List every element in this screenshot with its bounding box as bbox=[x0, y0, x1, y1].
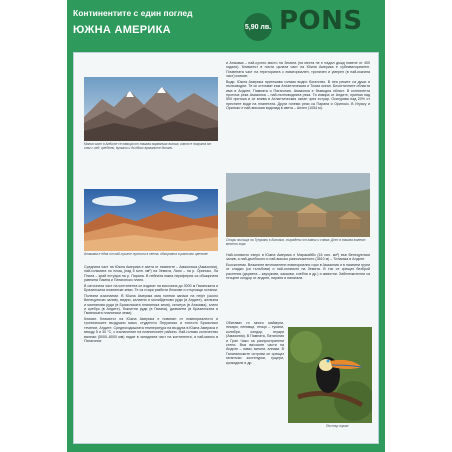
right-column-middle bbox=[226, 253, 370, 282]
issue-title: ЮЖНА АМЕРИКА bbox=[73, 24, 171, 36]
water-paragraph: Води. Южна Америка притежава голямо водно богатство. В нея реките са души и пълноводни. Те се оттичват към Атлантическия и Тихия океан. Безоттичните области има в Андите, Пампата и Патагония. Амазонка е безводна област. В континента протича река Амазонка – най-пълноводната река. Тя извира от Андите, приема над 500 притока и се влива в Атлантическия океан чрез естуар. Осигурява над 20% от пресните води на планетата. Други големи реки са Парана и Ориноко. В Игуасу и Ориноко е най-високия водопад в света – Анхел (1054 м). bbox=[226, 79, 370, 111]
pons-logo: PONS bbox=[279, 6, 363, 36]
climate-paragraph: Климат. Климатът на Южна Америка е повлиян от екваториалното и тропическите въздушни маси, студеното Перуанско и топлото Бразилско течение, Андите. Средногодишната температура на въздуха в Южна Америка е между 5 и 30 °С, с изключение на планинските райони. Най-голямо количество валежи (5000–8000 мм) падат в западната част на континента, а най-малко в Патагония bbox=[84, 317, 218, 344]
minerals-paragraph: Полезни изкопаеми. В Южна Америка има големи запаси на нефт (около Венецуелски залив), медни, калаени и молибденови руди (в Андите), желязна и манганова руда (в Бразилската планинска земя), селитра (в Атакама), злато и сребро (в Андите), бокситни руди (в Гвиана), диаманти (в Бразилската и Гвианската планински земи). bbox=[84, 293, 218, 316]
andes-photo bbox=[84, 77, 218, 141]
right-column-top bbox=[226, 61, 370, 112]
atacama-photo bbox=[84, 189, 218, 251]
toucan-photo bbox=[288, 327, 372, 423]
andes-illustration bbox=[84, 77, 218, 141]
right-paragraph: и Атакама – най-сухото място на Земята (на места не е падал дъжд повече от 400 години). Климатът в почти цялата част на Южна Америка е субекваториален. Почвената част на територията с екваториален, тропичен и умерен (в най-южната част) климат. bbox=[226, 61, 370, 79]
toucan-caption: Пъстър тукан bbox=[326, 424, 349, 428]
settlement-illustration bbox=[226, 173, 370, 237]
left-column bbox=[84, 265, 218, 345]
lakes-paragraph: Най-голямото езеро в Южна Америка е Маракайбо (16 хил. км²) във Венецуелски залив, а най-дълбокото и най-високо разположеното (3810 м) – Титикака в Андите. bbox=[226, 253, 370, 262]
cover-header bbox=[67, 0, 385, 48]
encyclopedia-page bbox=[73, 52, 379, 444]
left-paragraph: Средната част на Южна Америка е заета от низините – Амазонска (Амазония), най-голямата по площ (над 5 млн. км²) на Земята, Лано – на р. Ориноко, Ла Плата – край естуара на р. Парана. В нейната южна периферия са обширната равнина Пампа и Патагонско плато. bbox=[84, 265, 218, 283]
series-title: Континентите с един поглед bbox=[73, 8, 193, 18]
andes-caption: Малка част в Андите се намира от такава хармоника висока, която е покрита от сняг с лед, хребети, вулкани и дълбоко врязаните долини. bbox=[84, 142, 212, 150]
ecosystem-paragraph: Екосистеми. Влажните вечнозелени екваториални гори в Амазония и в наземни групи от сладки (са гълъбови) и най-голямото на Земята. В тях се срещат безброй растения (дървета – каучукови, какаови, хлебни и др.) и животни. Забележителни са птиците кондор от андите, пираня и папагали. bbox=[226, 263, 370, 281]
wildlife-paragraph: Обитават ги много маймуни, пекари, ленивци, птици – тукани, колибри, кондор, ягуари (Амазония). В Пампата, Патагония и Гран Чако са разпространени степи. Във високите части на Андите – лами, вигони, алпаки. В Галапагоските острови се срещат гигантски костенурки, гущери, крокодили и др. bbox=[226, 321, 284, 365]
left-paragraph: В източната част на континента се издигат на височина до 3000 м Гвианската и Бразилската планински земи. Те са стари разбити блокове и стърчащи останки. bbox=[84, 283, 218, 293]
settlement-caption: Стари жилища на Тунукапи в Боливия, съградени от камък и слама. Днес в такива живеят местни хора. bbox=[226, 238, 366, 246]
desert-illustration bbox=[84, 189, 218, 251]
settlement-photo bbox=[226, 173, 370, 237]
toucan-illustration bbox=[288, 327, 372, 423]
atacama-caption: Атакама е една от най-сухите пустини в света, обгърната в различни цветове bbox=[84, 252, 208, 256]
price-badge: 5,90 лв. bbox=[244, 13, 272, 41]
magazine-cover bbox=[67, 0, 385, 452]
right-column-bottom bbox=[226, 321, 284, 366]
